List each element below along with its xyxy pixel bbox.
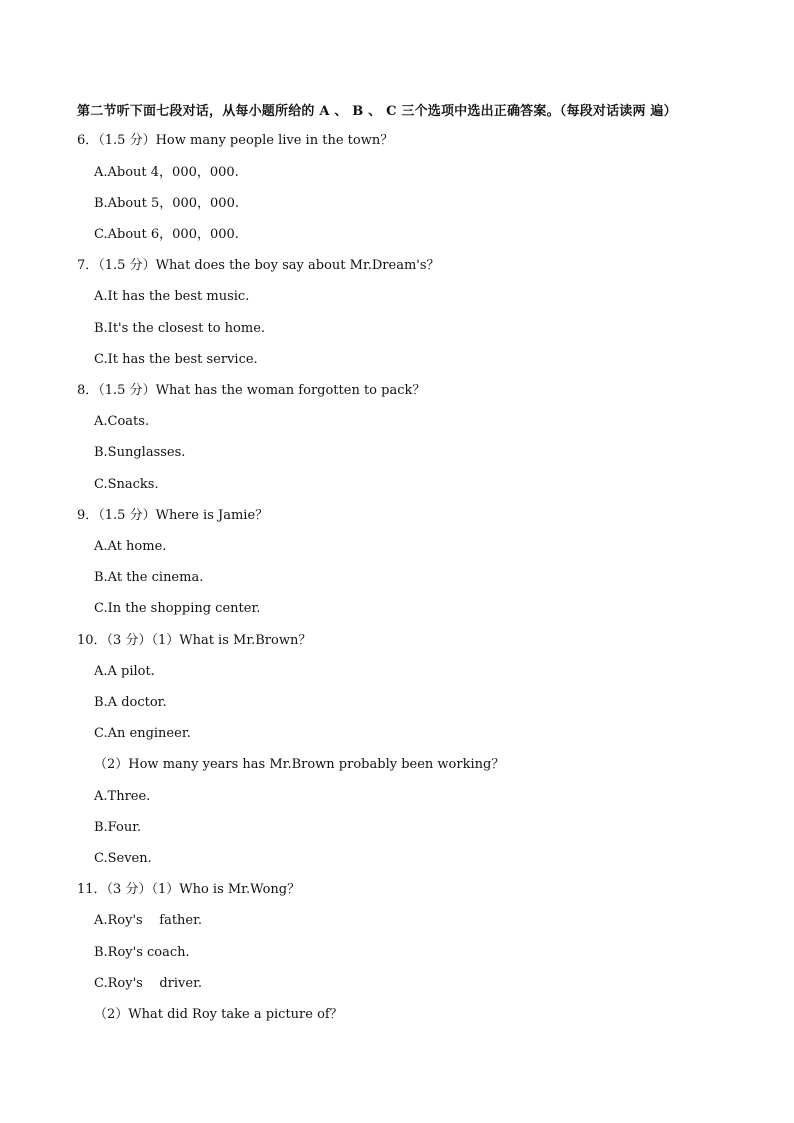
question-11-1-option-a: A.Roy's father. <box>94 913 203 928</box>
question-9: 9．（1.5 分）Where is Jamie？ <box>77 508 269 523</box>
question-7-option-c: C.It has the best service. <box>94 352 258 367</box>
question-6-option-a: A.About 4，000，000. <box>94 165 239 180</box>
question-8: 8．（1.5 分）What has the woman forgotten to pack？ <box>77 383 426 398</box>
question-6-option-b: B.About 5，000，000. <box>94 196 239 211</box>
question-10-2-option-c: C.Seven. <box>94 851 152 866</box>
question-9-option-b: B.At the cinema. <box>94 570 204 585</box>
question-10-1-option-c: C.An engineer. <box>94 726 191 741</box>
question-9-option-c: C.In the shopping center. <box>94 601 261 616</box>
question-7-option-a: A.It has the best music. <box>94 289 250 304</box>
question-10-2-option-b: B.Four. <box>94 820 142 835</box>
question-11-sub-2: （2）What did Roy take a picture of？ <box>94 1007 343 1022</box>
section-title: 第二节听下面七段对话，从每小题所给的 A 、 B 、 C 三个选项中选出正确答案。（每段对话读两 遍） <box>77 104 677 119</box>
question-10: 10．（3 分）（1）What is Mr.Brown？ <box>77 633 312 648</box>
question-9-option-a: A.At home. <box>94 539 167 554</box>
question-8-option-c: C.Snacks. <box>94 477 159 492</box>
question-10-sub-2: （2）How many years has Mr.Brown probably been working？ <box>94 757 505 772</box>
question-10-2-option-a: A.Three. <box>94 789 151 804</box>
question-11-1-option-b: B.Roy's coach. <box>94 945 190 960</box>
question-10-1-option-a: A.A pilot. <box>94 664 155 679</box>
question-10-1-option-b: B.A doctor. <box>94 695 167 710</box>
question-8-option-b: B.Sunglasses. <box>94 445 186 460</box>
question-8-option-a: A.Coats. <box>94 414 150 429</box>
question-6: 6．（1.5 分）How many people live in the town？ <box>77 133 394 148</box>
question-6-option-c: C.About 6，000，000. <box>94 227 239 242</box>
question-7: 7．（1.5 分）What does the boy say about Mr.Dream's？ <box>77 258 440 273</box>
question-11: 11．（3 分）（1）Who is Mr.Wong？ <box>77 882 301 897</box>
question-7-option-b: B.It's the closest to home. <box>94 321 266 336</box>
question-11-1-option-c: C.Roy's driver. <box>94 976 202 991</box>
